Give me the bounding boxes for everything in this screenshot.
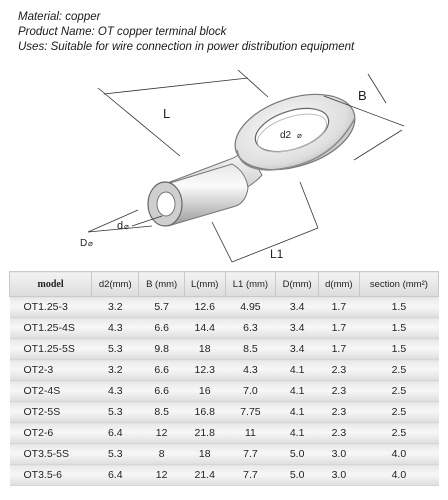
table-cell: 6.3 <box>225 318 276 339</box>
table-cell: 11 <box>225 423 276 444</box>
table-cell: 2.3 <box>319 360 360 381</box>
table-cell: 4.1 <box>276 381 319 402</box>
model-cell: OT1.25-5S <box>10 339 92 360</box>
table-cell: 3.4 <box>276 339 319 360</box>
table-cell: 16 <box>184 381 225 402</box>
label-L1: L1 <box>270 247 284 261</box>
table-cell: 5.7 <box>139 297 184 318</box>
spec-table <box>9 271 439 486</box>
model-cell: OT3.5-5S <box>10 444 92 465</box>
table-cell: 3.2 <box>92 297 139 318</box>
table-row <box>10 444 439 465</box>
table-cell: 5.3 <box>92 402 139 423</box>
table-cell: 8.5 <box>139 402 184 423</box>
col-header-d-inner: d(mm) <box>319 272 360 297</box>
terminal-body <box>148 81 364 226</box>
table-row <box>10 339 439 360</box>
table-cell: 6.4 <box>92 423 139 444</box>
table-cell: 4.1 <box>276 360 319 381</box>
label-D: D <box>80 238 88 249</box>
table-cell: 7.75 <box>225 402 276 423</box>
table-cell: 21.8 <box>184 423 225 444</box>
table-cell: 1.7 <box>319 297 360 318</box>
table-cell: 6.6 <box>139 360 184 381</box>
table-row <box>10 297 439 318</box>
model-cell: OT2-6 <box>10 423 92 444</box>
col-header-d2: d2(mm) <box>92 272 139 297</box>
label-L: L <box>163 106 171 121</box>
col-header-l1: L1 (mm) <box>225 272 276 297</box>
table-cell: 16.8 <box>184 402 225 423</box>
table-cell: 14.4 <box>184 318 225 339</box>
table-cell: 1.7 <box>319 339 360 360</box>
table-cell: 9.8 <box>139 339 184 360</box>
table-cell: 5.3 <box>92 339 139 360</box>
label-d2: d2 <box>280 130 292 141</box>
label-d-symbol: ⌀ <box>124 222 129 231</box>
table-cell: 1.5 <box>359 339 438 360</box>
col-header-l: L(mm) <box>184 272 225 297</box>
table-cell: 3.2 <box>92 360 139 381</box>
col-header-b: B (mm) <box>139 272 184 297</box>
table-cell: 12 <box>139 465 184 486</box>
table-cell: 7.7 <box>225 465 276 486</box>
table-cell: 6.4 <box>92 465 139 486</box>
table-cell: 5.3 <box>92 444 139 465</box>
model-cell: OT1.25-4S <box>10 318 92 339</box>
col-header-d-outer: D(mm) <box>276 272 319 297</box>
label-d: d <box>117 220 124 232</box>
table-cell: 8 <box>139 444 184 465</box>
table-cell: 2.5 <box>359 381 438 402</box>
table-cell: 2.3 <box>319 402 360 423</box>
table-cell: 18 <box>184 339 225 360</box>
material-line: Material: copper <box>18 11 101 23</box>
table-row <box>10 360 439 381</box>
table-cell: 4.0 <box>359 444 438 465</box>
table-row <box>10 402 439 423</box>
table-row <box>10 318 439 339</box>
table-cell: 4.1 <box>276 423 319 444</box>
col-header-section: section (mm²) <box>359 272 438 297</box>
label-d2-symbol: ⌀ <box>297 131 302 140</box>
label-D-symbol: ⌀ <box>88 239 93 248</box>
table-cell: 3.4 <box>276 297 319 318</box>
table-cell: 3.0 <box>319 465 360 486</box>
model-cell: OT2-4S <box>10 381 92 402</box>
table-cell: 8.5 <box>225 339 276 360</box>
spec-table-header <box>10 272 439 297</box>
table-cell: 1.5 <box>359 297 438 318</box>
table-cell: 3.0 <box>319 444 360 465</box>
product-name-line: Product Name: OT copper terminal block <box>18 26 227 38</box>
table-cell: 2.3 <box>319 381 360 402</box>
table-cell: 4.3 <box>225 360 276 381</box>
table-cell: 12.6 <box>184 297 225 318</box>
table-cell: 12.3 <box>184 360 225 381</box>
table-cell: 4.0 <box>359 465 438 486</box>
table-cell: 6.6 <box>139 318 184 339</box>
table-cell: 2.5 <box>359 360 438 381</box>
table-cell: 2.5 <box>359 423 438 444</box>
table-cell: 2.3 <box>319 423 360 444</box>
table-cell: 6.6 <box>139 381 184 402</box>
table-cell: 1.5 <box>359 318 438 339</box>
table-row <box>10 423 439 444</box>
table-cell: 4.3 <box>92 318 139 339</box>
col-header-model: model <box>10 272 92 297</box>
table-cell: 7.0 <box>225 381 276 402</box>
table-cell: 7.7 <box>225 444 276 465</box>
table-cell: 12 <box>139 423 184 444</box>
table-row <box>10 381 439 402</box>
table-cell: 21.4 <box>184 465 225 486</box>
table-cell: 1.7 <box>319 318 360 339</box>
table-cell: 3.4 <box>276 318 319 339</box>
model-cell: OT2-5S <box>10 402 92 423</box>
label-B: B <box>358 88 367 103</box>
spec-table-body <box>10 297 439 486</box>
table-cell: 4.1 <box>276 402 319 423</box>
table-cell: 18 <box>184 444 225 465</box>
model-cell: OT1.25-3 <box>10 297 92 318</box>
table-cell: 4.95 <box>225 297 276 318</box>
table-row <box>10 465 439 486</box>
table-cell: 5.0 <box>276 465 319 486</box>
model-cell: OT3.5-6 <box>10 465 92 486</box>
table-cell: 5.0 <box>276 444 319 465</box>
table-cell: 2.5 <box>359 402 438 423</box>
uses-line: Uses: Suitable for wire connection in power distribution equipment <box>18 41 355 53</box>
table-cell: 4.3 <box>92 381 139 402</box>
model-cell: OT2-3 <box>10 360 92 381</box>
